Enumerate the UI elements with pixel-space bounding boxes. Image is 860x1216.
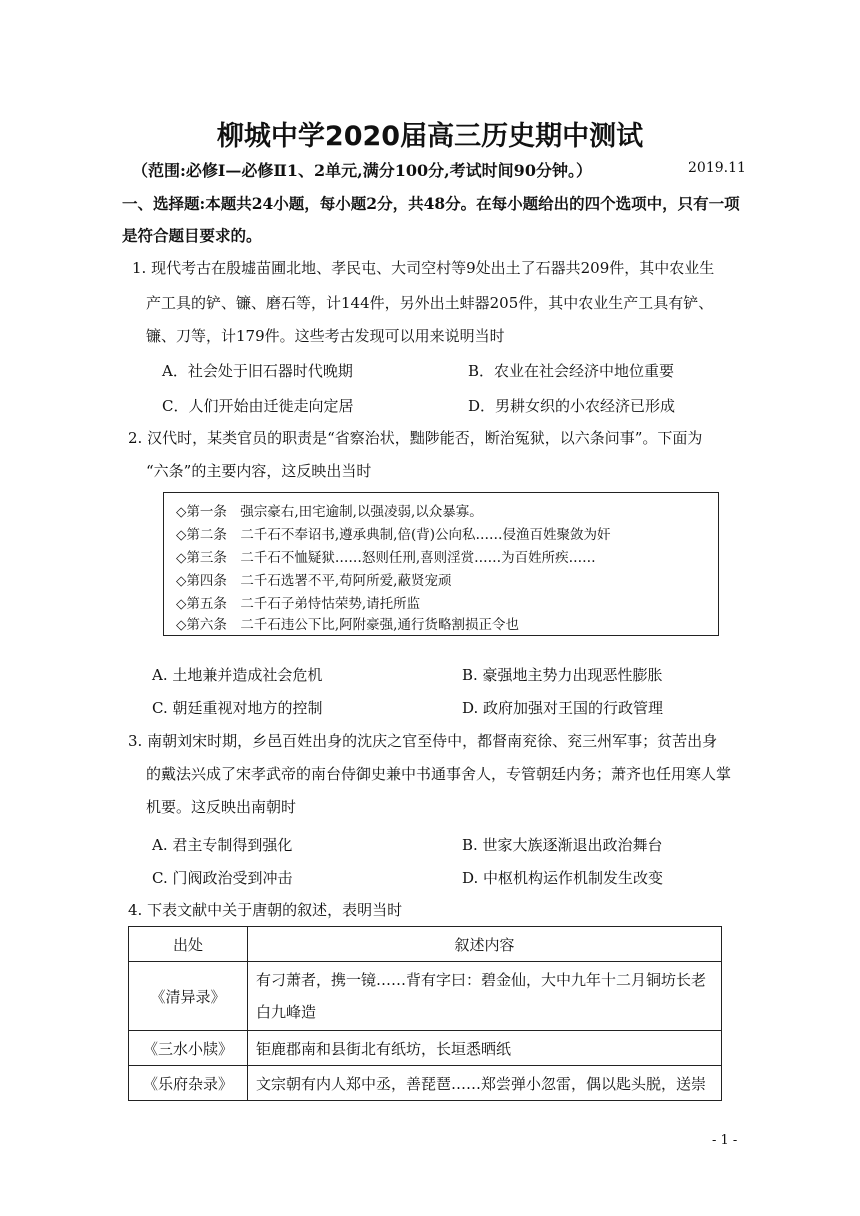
exam-date: 2019.11 — [688, 160, 746, 176]
table-row — [129, 1031, 722, 1066]
article-line: ◇第五条 二千石子弟恃怙荣势,请托所监 — [176, 596, 421, 612]
page-number: - 1 - — [712, 1133, 738, 1148]
q2-option-b[interactable]: B. 豪强地主势力出现恶性膨胀 — [462, 666, 663, 684]
table-cell-content: 钜鹿郡南和县街北有纸坊，长垣悉晒纸 — [248, 1031, 722, 1066]
table-header: 出处 — [129, 927, 248, 962]
section-heading — [122, 188, 742, 252]
content-line: 白九峰造 — [256, 1003, 317, 1021]
q3-option-d[interactable]: D. 中枢机构运作机制发生改变 — [462, 869, 664, 887]
q3-option-a[interactable]: A. 君主专制得到强化 — [152, 836, 293, 854]
exam-scope: （范围:必修Ⅰ—必修Ⅱ1、2单元,满分100分,考试时间90分钟。） — [132, 161, 592, 180]
q1-stem-line: 1. 现代考古在殷墟苗圃北地、孝民屯、大司空村等9处出土了石器共209件，其中农业生 — [132, 259, 715, 277]
article-line: ◇第二条 二千石不奉诏书,遵承典制,倍(背)公向私……侵渔百姓聚敛为奸 — [176, 527, 611, 543]
table-header: 叙述内容 — [248, 927, 722, 962]
content-line: 有刁萧者，携一镜……背有字曰：碧金仙，大中九年十二月铜坊长老 — [256, 971, 707, 989]
q2-stem-line: “六条”的主要内容，这反映出当时 — [146, 462, 372, 480]
q2-option-d[interactable]: D. 政府加强对王国的行政管理 — [462, 699, 664, 717]
q1-stem-line: 产工具的铲、镰、磨石等，计144件，另外出土蚌器205件，其中农业生产工具有铲、 — [146, 294, 714, 312]
table-cell-content — [248, 962, 722, 1031]
q1-option-c[interactable]: C．人们开始由迁徙走向定居 — [162, 397, 354, 415]
q1-option-a[interactable]: A．社会处于旧石器时代晚期 — [162, 362, 353, 380]
section-heading-line: 是符合题目要求的。 — [122, 226, 262, 245]
table-cell-source: 《清异录》 — [129, 962, 248, 1031]
q2-option-c[interactable]: C. 朝廷重视对地方的控制 — [152, 699, 323, 717]
table-row — [129, 1066, 722, 1101]
table-cell-source: 《乐府杂录》 — [129, 1066, 248, 1101]
article-line: ◇第六条 二千石违公下比,阿附豪强,通行货略割损正令也 — [176, 617, 519, 633]
q1-option-b[interactable]: B．农业在社会经济中地位重要 — [468, 362, 675, 380]
article-line: ◇第四条 二千石选署不平,苟阿所爱,蔽贤宠顽 — [176, 573, 452, 589]
q2-option-a[interactable]: A. 土地兼并造成社会危机 — [152, 666, 323, 684]
q4-stem-line: 4. 下表文献中关于唐朝的叙述，表明当时 — [128, 901, 403, 919]
table-cell-content: 文宗朝有内人郑中丞，善琵琶……郑尝弹小忽雷，偶以匙头脱，送崇 — [248, 1066, 722, 1101]
six-articles-box — [163, 492, 719, 636]
q3-option-b[interactable]: B. 世家大族逐渐退出政治舞台 — [462, 836, 663, 854]
section-heading-line: 一、选择题:本题共24小题，每小题2分，共48分。在每小题给出的四个选项中，只有一项 — [122, 194, 740, 213]
article-line: ◇第一条 强宗豪右,田宅逾制,以强凌弱,以众暴寡。 — [176, 504, 483, 520]
table-header-row — [129, 927, 722, 962]
q3-option-c[interactable]: C. 门阀政治受到冲击 — [152, 869, 293, 887]
page-title: 柳城中学2020届高三历史期中测试 — [216, 121, 644, 152]
table-cell-source: 《三水小牍》 — [129, 1031, 248, 1066]
q3-stem-line: 3. 南朝刘宋时期，乡邑百姓出身的沈庆之官至侍中，都督南兖徐、兖三州军事；贫苦出身 — [128, 732, 718, 750]
q3-stem-line: 的戴法兴成了宋孝武帝的南台侍御史兼中书通事舍人，专管朝廷内务；萧齐也任用寒人掌 — [146, 765, 732, 783]
table-row — [129, 962, 722, 1031]
q4-source-table — [128, 926, 722, 1101]
q1-option-d[interactable]: D．男耕女织的小农经济已形成 — [468, 397, 676, 415]
q2-stem-line: 2. 汉代时，某类官员的职责是“省察治状，黜陟能否，断治冤狱，以六条问事”。下面为 — [128, 429, 703, 447]
q1-stem-line: 镰、刀等，计179件。这些考古发现可以用来说明当时 — [146, 327, 505, 345]
article-line: ◇第三条 二千石不恤疑狱……怒则任刑,喜则淫赏……为百姓所疾…… — [176, 550, 596, 566]
q3-stem-line: 机要。这反映出南朝时 — [146, 798, 297, 816]
